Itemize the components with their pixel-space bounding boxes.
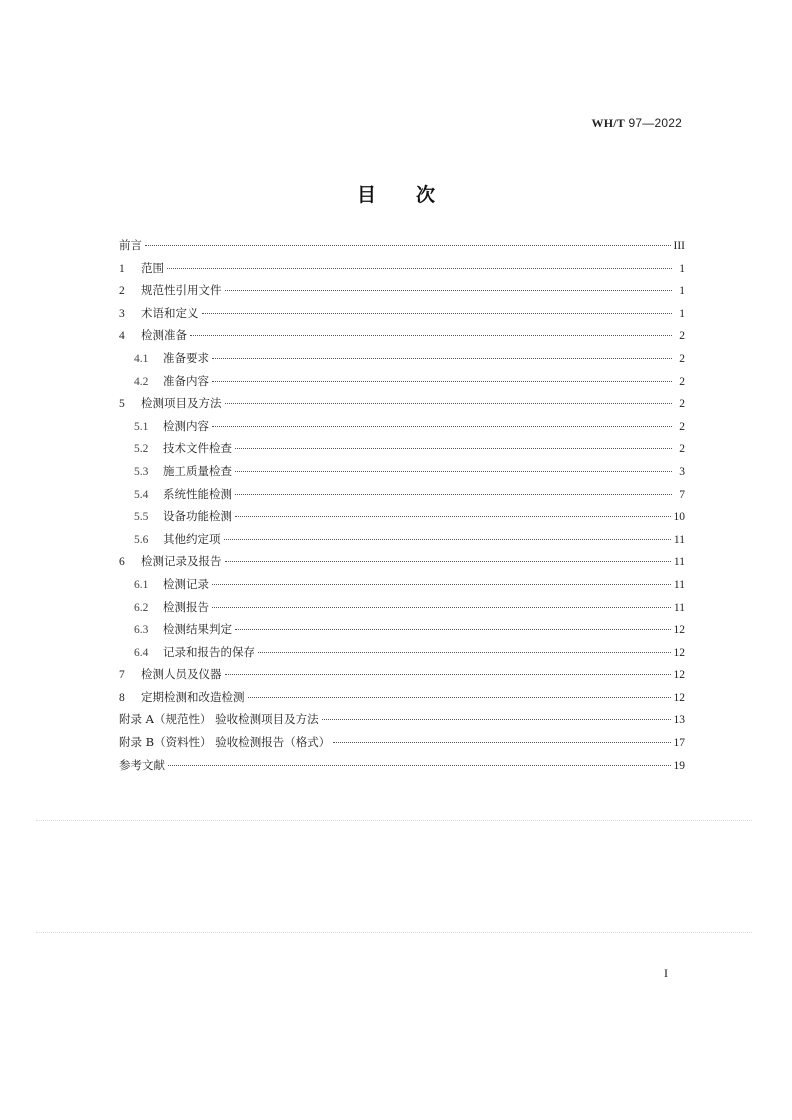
toc-entry-title: 检测记录: [163, 576, 209, 591]
toc-dot-leader: [225, 289, 673, 291]
toc-dot-leader: [225, 402, 673, 404]
toc-entry-number: 6.1: [134, 578, 149, 591]
toc-dot-leader: [168, 764, 671, 766]
toc-entry-page: 12: [673, 646, 685, 659]
toc-entry[interactable]: [119, 324, 685, 347]
toc-entry-title: 检测记录及报告: [141, 554, 222, 569]
toc-entry[interactable]: [119, 573, 685, 596]
toc-entry-label: [134, 528, 221, 552]
toc-entry[interactable]: [119, 234, 685, 257]
toc-dot-leader: [212, 606, 671, 608]
toc-entry-number: 6.4: [134, 646, 149, 659]
toc-entry-number: 5.5: [134, 511, 149, 524]
toc-dot-leader: [248, 696, 671, 698]
toc-entry[interactable]: [119, 370, 685, 393]
toc-dot-leader: [333, 741, 670, 743]
toc-dot-leader: [212, 380, 672, 382]
toc-entry-title: 附录 B（资料性） 验收检测报告（格式）: [119, 735, 331, 750]
toc-entry-label: [134, 347, 209, 371]
toc-entry-label: [119, 392, 222, 416]
toc-entry-page: 2: [679, 352, 685, 365]
toc-entry-number: 5.3: [134, 465, 149, 478]
toc-entry-page: 1: [679, 285, 685, 298]
toc-entry-page: 12: [673, 691, 685, 704]
toc-entry[interactable]: [119, 392, 685, 415]
toc-entry-number: 6.2: [134, 601, 149, 614]
toc-entry[interactable]: [119, 596, 685, 619]
toc-entry-title: 检测报告: [163, 599, 209, 614]
toc-entry-number: 4: [119, 330, 125, 343]
standard-code-prefix: WH/T: [591, 116, 626, 130]
toc-title: 目次: [356, 184, 475, 206]
toc-entry-page: 11: [673, 601, 685, 614]
toc-dot-leader: [202, 312, 673, 314]
toc-entry[interactable]: [119, 460, 685, 483]
toc-entry-label: [134, 573, 209, 597]
toc-dot-leader: [190, 334, 672, 336]
toc-dot-leader: [235, 628, 671, 630]
toc-entry-number: 5: [119, 398, 125, 411]
toc-entry-label: [119, 754, 165, 777]
toc-entry-title: 范围: [141, 260, 164, 275]
toc-dot-leader: [224, 538, 671, 540]
toc-entry-label: [119, 686, 245, 710]
toc-entry-number: 4.1: [134, 352, 149, 365]
toc-entry[interactable]: [119, 618, 685, 641]
toc-entry-label: [119, 257, 164, 281]
toc-entry-label: [119, 550, 222, 574]
toc-entry-number: 5.1: [134, 420, 149, 433]
faint-divider: [36, 820, 752, 821]
toc-entry-title: 规范性引用文件: [141, 283, 222, 298]
toc-entry-title: 施工质量检查: [163, 463, 232, 478]
toc-entry-page: III: [673, 240, 685, 252]
toc-entry-title: 前言: [119, 238, 142, 252]
toc-entry[interactable]: [119, 641, 685, 664]
toc-entry-page: 12: [673, 624, 685, 637]
toc-dot-leader: [258, 651, 671, 653]
toc-entry-page: 11: [673, 578, 685, 591]
toc-entry-page: 2: [679, 398, 685, 411]
toc-entry-label: [134, 641, 255, 665]
toc-entry-label: [119, 324, 187, 348]
toc-entry[interactable]: [119, 257, 685, 280]
toc-entry-page: 13: [673, 714, 685, 727]
toc-entry-label: [134, 618, 232, 642]
toc-entry-label: [119, 708, 319, 731]
toc-entry-page: 7: [679, 488, 685, 501]
toc-entry-label: [134, 370, 209, 394]
toc-entry-title: 其他约定项: [163, 531, 221, 546]
toc-entry-number: 8: [119, 691, 125, 704]
toc-dot-leader: [225, 673, 671, 675]
toc-entry-page: 11: [673, 556, 685, 569]
toc-dot-leader: [212, 357, 672, 359]
toc-entry-page: 10: [673, 511, 685, 524]
standard-code-number: 97—2022: [625, 116, 682, 130]
toc-entry-label: [119, 663, 222, 687]
toc-entry[interactable]: [119, 483, 685, 506]
toc-entry-number: 5.4: [134, 488, 149, 501]
toc-entry-title: 定期检测和改造检测: [141, 689, 245, 704]
toc-entry[interactable]: [119, 528, 685, 551]
toc-entry-title: 检测项目及方法: [141, 396, 222, 411]
toc-dot-leader: [225, 560, 671, 562]
toc-entry-title: 准备要求: [163, 350, 209, 365]
toc-entry-title: 技术文件检查: [163, 441, 232, 456]
faint-divider: [36, 932, 752, 933]
table-of-contents: [119, 234, 685, 776]
toc-entry-label: [134, 596, 209, 620]
toc-entry-title: 检测结果判定: [163, 622, 232, 637]
toc-entry-number: 5.2: [134, 443, 149, 456]
toc-entry-label: [134, 505, 232, 529]
toc-entry-label: [119, 234, 142, 257]
toc-entry-page: 2: [679, 420, 685, 433]
toc-entry-number: 5.6: [134, 533, 149, 546]
toc-entry[interactable]: [119, 663, 685, 686]
toc-entry-title: 检测准备: [141, 328, 187, 343]
toc-entry-title: 检测内容: [163, 418, 209, 433]
toc-entry-page: 17: [673, 737, 685, 750]
toc-entry[interactable]: [119, 708, 685, 731]
standard-code: [592, 116, 682, 131]
toc-entry-number: 1: [119, 262, 125, 275]
toc-entry-page: 3: [679, 465, 685, 478]
toc-entry[interactable]: [119, 279, 685, 302]
toc-entry[interactable]: [119, 754, 685, 777]
toc-entry-number: 6.3: [134, 624, 149, 637]
toc-entry-page: 2: [679, 330, 685, 343]
toc-entry[interactable]: [119, 347, 685, 370]
toc-entry-number: 2: [119, 285, 125, 298]
toc-dot-leader: [235, 470, 672, 472]
toc-entry-page: 2: [679, 375, 685, 388]
toc-entry-title: 设备功能检测: [163, 509, 232, 524]
page-number: I: [664, 966, 668, 980]
toc-entry[interactable]: [119, 302, 685, 325]
toc-entry-title: 准备内容: [163, 373, 209, 388]
toc-entry[interactable]: [119, 550, 685, 573]
toc-entry-number: 6: [119, 556, 125, 569]
toc-entry-page: 1: [679, 262, 685, 275]
toc-entry[interactable]: [119, 437, 685, 460]
toc-entry[interactable]: [119, 686, 685, 709]
toc-entry-number: 4.2: [134, 375, 149, 388]
toc-entry-label: [119, 731, 330, 754]
toc-entry-label: [119, 279, 222, 303]
toc-dot-leader: [322, 718, 671, 720]
toc-entry-title: 附录 A（规范性） 验收检测项目及方法: [119, 712, 319, 727]
toc-entry-label: [134, 437, 232, 461]
toc-entry-number: 7: [119, 669, 125, 682]
toc-entry-page: 2: [679, 443, 685, 456]
toc-entry-page: 11: [673, 533, 685, 546]
toc-dot-leader: [212, 425, 672, 427]
toc-dot-leader: [235, 447, 672, 449]
toc-entry-label: [119, 302, 199, 326]
toc-entry-label: [134, 483, 232, 507]
toc-entry-title: 术语和定义: [141, 305, 199, 320]
toc-entry[interactable]: [119, 505, 685, 528]
toc-entry-page: 19: [673, 759, 685, 772]
toc-entry-number: 3: [119, 307, 125, 320]
toc-dot-leader: [167, 267, 672, 269]
toc-entry-title: 记录和报告的保存: [163, 644, 255, 659]
toc-entry-title: 参考文献: [119, 757, 165, 772]
toc-dot-leader: [235, 515, 671, 517]
toc-dot-leader: [212, 583, 671, 585]
toc-entry[interactable]: [119, 415, 685, 438]
toc-dot-leader: [235, 493, 672, 495]
toc-entry[interactable]: [119, 731, 685, 754]
toc-entry-page: 12: [673, 669, 685, 682]
toc-dot-leader: [145, 244, 671, 246]
toc-entry-page: 1: [679, 307, 685, 320]
toc-entry-label: [134, 415, 209, 439]
toc-entry-title: 系统性能检测: [163, 486, 232, 501]
toc-entry-label: [134, 460, 232, 484]
toc-entry-title: 检测人员及仪器: [141, 667, 222, 682]
